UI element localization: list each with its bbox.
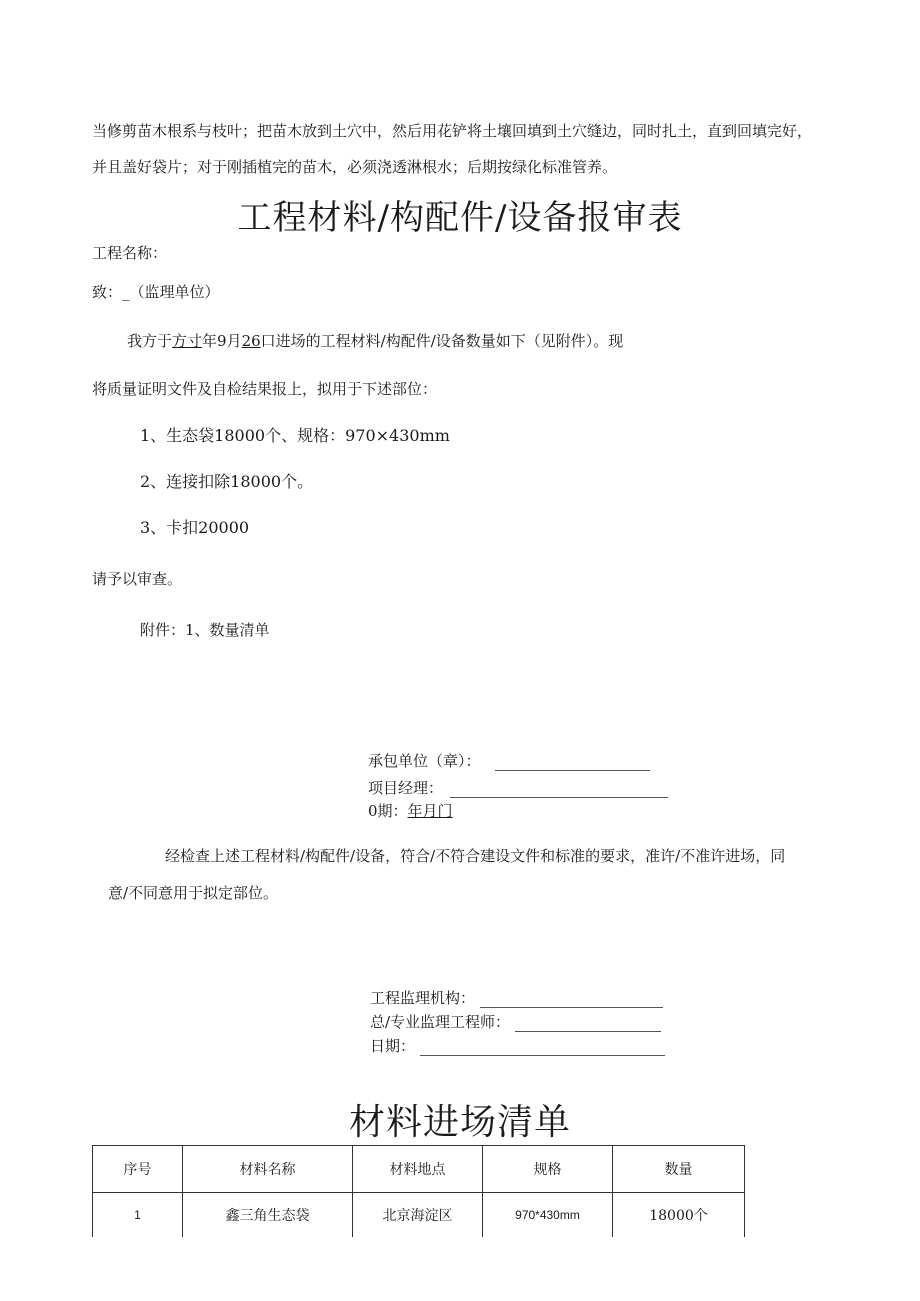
header-spec: 规格 [483,1146,613,1193]
body-post: 口进场的工程材料/构配件/设备数量如下（见附件）。现 [260,332,624,350]
engineer-signature-blank[interactable] [515,1017,661,1032]
manager-label: 项目经理： [368,779,444,797]
supervisor-date-line [370,1035,665,1056]
request-text: 请予以审查。 [92,570,183,588]
cell-material-name: 鑫三角生态袋 [183,1193,353,1238]
manager-line [368,777,668,798]
contractor-label: 承包单位（章）： [368,752,481,770]
review-line-2: 意/不同意用于拟定部位。 [108,884,279,902]
material-table [92,1145,745,1237]
cell-quantity: 18000个 [613,1193,745,1238]
table-row [93,1193,745,1238]
to-blank: _ [122,283,130,301]
contractor-date-line [368,800,453,821]
supervisor-date-blank[interactable] [420,1041,665,1056]
list-title: 材料进场清单 [348,1102,571,1143]
supervisor-org-blank[interactable] [480,993,663,1008]
contractor-signature-blank[interactable] [495,756,650,771]
body-day: 26 [241,332,261,350]
date-label: 日期： [370,1037,416,1055]
project-name-label: 工程名称： [92,244,168,262]
supervisor-org-line [370,987,663,1008]
body-pre: 我方于 [127,332,173,350]
form-title: 工程材料/构配件/设备报审表 [237,198,683,238]
header-quantity: 数量 [613,1146,745,1193]
cell-index: 1 [93,1193,183,1238]
body-date-field: 方寸 [172,332,203,350]
to-label: 致： [92,283,123,301]
header-index: 序号 [93,1146,183,1193]
intro-line-2: 并且盖好袋片；对于刚插植完的苗木，必须浇透淋根水；后期按绿化标准管养。 [92,158,618,176]
cell-location: 北京海淀区 [353,1193,483,1238]
attachment-text: 附件：1、数量清单 [140,621,270,639]
engineer-label: 总/专业监理工程师： [370,1013,511,1031]
intro-line-1: 当修剪苗木根系与枝叶；把苗木放到土穴中，然后用花铲将土壤回填到土穴缝边，同时扎土，直到回填完好， [92,122,813,140]
body-line-1 [127,330,623,351]
body-year: 年9月 [202,332,242,350]
cell-spec: 970*430mm [483,1193,613,1238]
list-item: 2、连接扣除18000个。 [140,472,314,491]
manager-signature-blank[interactable] [450,783,668,798]
review-line-1: 经检查上述工程材料/构配件/设备，符合/不符合建设文件和标准的要求，准许/不准许进场，同 [165,847,786,865]
supervisor-org-label: 工程监理机构： [370,989,476,1007]
header-material-name: 材料名称 [183,1146,353,1193]
contractor-line [368,750,650,771]
engineer-line [370,1011,661,1032]
to-line [92,281,220,302]
table-header-row [93,1146,745,1193]
header-location: 材料地点 [353,1146,483,1193]
date-prefix: 0期： [368,802,408,820]
to-value: （监理单位） [129,283,220,301]
list-item: 3、卡扣20000 [140,518,250,537]
list-item: 1、生态袋18000个、规格：970×430mm [140,426,450,445]
date-value: 年月门 [407,802,453,820]
body-line-2: 将质量证明文件及自检结果报上，拟用于下述部位： [92,380,438,398]
